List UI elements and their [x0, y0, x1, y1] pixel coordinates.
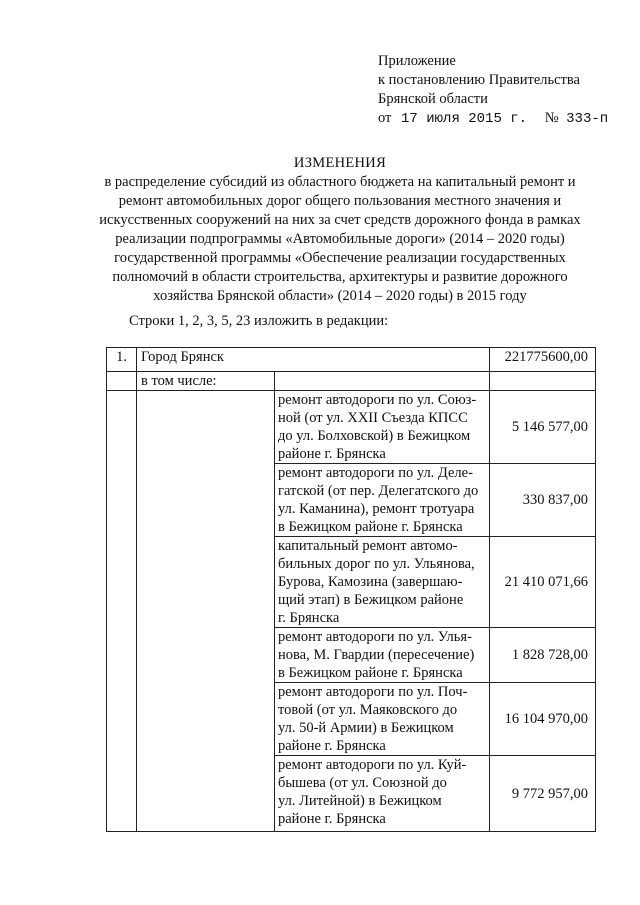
heading-line: в распределение субсидий из областного бюджета на капитальный ремонт и: [104, 174, 576, 190]
table-row-including: [107, 372, 596, 391]
desc-line: ремонт автодороги по ул. Деле-: [278, 465, 473, 481]
appendix-line-3: Брянской области: [378, 91, 488, 107]
desc-line: капитальный ремонт автомо-: [278, 538, 458, 554]
desc-line: районе г. Брянска: [278, 446, 386, 462]
including-label: в том числе:: [137, 372, 275, 391]
desc-line: Бурова, Камозина (завершаю-: [278, 574, 463, 590]
item-amount: 21 410 071,66: [490, 537, 596, 628]
desc-line: ул. Литейной) в Бежицком: [278, 793, 442, 809]
resolution-date: 17 июля 2015 г.: [401, 111, 528, 127]
table-row-city: [107, 348, 596, 372]
document-heading: [90, 154, 590, 306]
desc-line: гатской (от пер. Делегатского до: [278, 483, 479, 499]
table-row: [107, 391, 596, 464]
item-amount: 16 104 970,00: [490, 683, 596, 756]
city-total: 221775600,00: [490, 348, 596, 372]
desc-line: щий этап) в Бежицком районе: [278, 592, 464, 608]
desc-line: в Бежицком районе г. Брянска: [278, 519, 463, 535]
desc-line: ремонт автодороги по ул. Улья-: [278, 629, 472, 645]
desc-line: в Бежицком районе г. Брянска: [278, 665, 463, 681]
desc-line: ремонт автодороги по ул. Союз-: [278, 392, 477, 408]
desc-line: ремонт автодороги по ул. Куй-: [278, 757, 467, 773]
city-name: Город Брянск: [137, 348, 490, 372]
desc-line: г. Брянска: [278, 610, 340, 626]
desc-line: районе г. Брянска: [278, 811, 386, 827]
desc-line: бильных дорог по ул. Ульянова,: [278, 556, 475, 572]
desc-line: ул. 50-й Армии) в Бежицком: [278, 720, 454, 736]
empty-cell: [137, 391, 275, 832]
row-number: 1.: [107, 348, 137, 372]
desc-line: ной (от ул. XXII Съезда КПСС: [278, 410, 468, 426]
heading-line: полномочий в области строительства, архитектуры и развитие дорожного: [112, 269, 568, 285]
desc-line: товой (от ул. Маяковского до: [278, 702, 458, 718]
resolution-number: 333-п: [566, 111, 609, 127]
empty-cell: [490, 372, 596, 391]
item-amount: 1 828 728,00: [490, 628, 596, 683]
item-description: [275, 756, 490, 832]
item-amount: 5 146 577,00: [490, 391, 596, 464]
heading-line: хозяйства Брянской области» (2014 – 2020 годы) в 2015 году: [153, 288, 527, 304]
subsidy-table: [106, 347, 596, 832]
appendix-header: [378, 52, 608, 129]
appendix-line-2: к постановлению Правительства: [378, 72, 580, 88]
desc-line: ремонт автодороги по ул. Поч-: [278, 684, 468, 700]
lead-text: Строки 1, 2, 3, 5, 23 изложить в редакции:: [129, 313, 389, 329]
heading-line: государственной программы «Обеспечение реализации государственных: [114, 250, 566, 266]
item-description: [275, 628, 490, 683]
desc-line: ул. Каманина), ремонт тротуара: [278, 501, 475, 517]
item-amount: 330 837,00: [490, 464, 596, 537]
item-amount: 9 772 957,00: [490, 756, 596, 832]
number-label: №: [544, 110, 559, 126]
appendix-line-1: Приложение: [378, 53, 456, 69]
desc-line: районе г. Брянска: [278, 738, 386, 754]
desc-line: нова, М. Гвардии (пересечение): [278, 647, 475, 663]
empty-cell: [275, 372, 490, 391]
item-description: [275, 683, 490, 756]
heading-line: искусственных сооружений на них за счет средств дорожного фонда в рамках: [99, 212, 581, 228]
appendix-date-line: [378, 109, 608, 129]
item-description: [275, 464, 490, 537]
desc-line: бышева (от ул. Союзной до: [278, 775, 447, 791]
document-title: ИЗМЕНЕНИЯ: [293, 155, 387, 171]
desc-line: до ул. Болховской) в Бежицком: [278, 428, 471, 444]
item-description: [275, 391, 490, 464]
heading-line: ремонт автомобильных дорог общего пользования местного значения и: [118, 193, 562, 209]
empty-cell: [107, 372, 137, 391]
empty-cell: [107, 391, 137, 832]
date-prefix: от: [378, 110, 392, 126]
heading-line: реализации подпрограммы «Автомобильные дороги» (2014 – 2020 годы): [115, 231, 565, 247]
item-description: [275, 537, 490, 628]
